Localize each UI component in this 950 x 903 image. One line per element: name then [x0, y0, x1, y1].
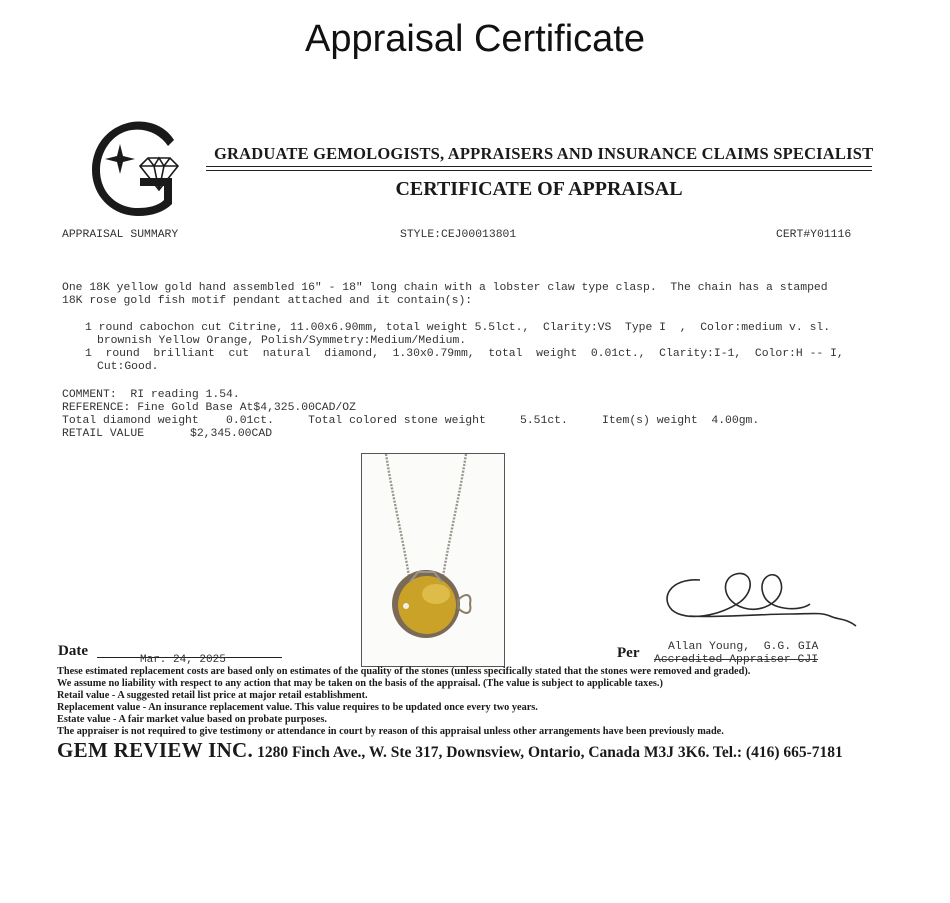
pendant-illustration — [362, 454, 504, 666]
diamond-accent — [403, 603, 409, 609]
date-label: Date — [58, 643, 88, 659]
appraiser-title: Accredited Appraiser CJI — [654, 654, 819, 666]
company-tagline: GRADUATE GEMOLOGISTS, APPRAISERS AND INSURANCE CLAIMS SPECIALIST — [214, 144, 874, 163]
retail-value-label: RETAIL VALUE — [62, 428, 145, 440]
cert-number: CERT#Y01116 — [776, 229, 852, 241]
retail-value-amount: $2,345.00CAD — [190, 428, 273, 440]
description-line-1: One 18K yellow gold hand assembled 16" - 18" long chain with a lobster claw type clasp. The chain has a stamped — [62, 282, 828, 294]
header-rule — [206, 166, 872, 167]
appraiser-signature — [660, 558, 860, 633]
disclaimer-line-4: Replacement value - An insurance replacement value. This value requires to be updated once every two years. — [57, 702, 538, 713]
disclaimer-line-6: The appraiser is not required to give testimony or attendance in court by reason of this appraisal unless other arrangements have been previously made. — [57, 726, 724, 737]
date-value: Mar. 24, 2025 — [140, 654, 226, 666]
style-number: STYLE:CEJ00013801 — [400, 229, 517, 241]
disclaimer-line-1: These estimated replacement costs are based only on estimates of the quality of the stones (unless specifically stated that the stones were removed and graded). — [57, 666, 751, 677]
footer — [57, 738, 843, 763]
logo-sparkle — [105, 144, 135, 174]
comment-line: COMMENT: RI reading 1.54. — [62, 389, 240, 401]
stone-1-line-2: brownish Yellow Orange, Polish/Symmetry:Medium/Medium. — [97, 335, 467, 347]
reference-line: REFERENCE: Fine Gold Base At$4,325.00CAD/OZ — [62, 402, 356, 414]
company-logo — [88, 118, 184, 218]
footer-address: 1280 Finch Ave., W. Ste 317, Downsview, Ontario, Canada M3J 3K6. Tel.: (416) 665-7181 — [257, 744, 843, 761]
certificate-title: CERTIFICATE OF APPRAISAL — [395, 178, 683, 200]
per-label: Per — [617, 645, 640, 661]
chain-left — [386, 454, 410, 582]
stone-2-line-2: Cut:Good. — [97, 361, 159, 373]
pendant-photo — [361, 453, 505, 667]
stone-1-line-1: 1 round cabochon cut Citrine, 11.00x6.90mm, total weight 5.5lct., Clarity:VS Type I , Color:medium v. sl. — [85, 322, 831, 334]
header-rule-thin — [206, 170, 872, 171]
footer-company: GEM REVIEW INC. — [57, 738, 254, 762]
appraiser-name: Allan Young, G.G. GIA — [668, 641, 819, 653]
disclaimer-line-5: Estate value - A fair market value based on probate purposes. — [57, 714, 327, 725]
chain-right — [442, 454, 466, 582]
logo-g-arc — [92, 122, 174, 216]
description-line-2: 18K rose gold fish motif pendant attached and it contain(s): — [62, 295, 473, 307]
disclaimer-line-2: We assume no liability with respect to any action that may be taken on the basis of the appraisal. (The value is subject to applicable taxes.) — [57, 678, 663, 689]
weights-line: Total diamond weight 0.01ct. Total colored stone weight 5.51ct. Item(s) weight 4.00gm. — [62, 415, 760, 427]
stone-2-line-1: 1 round brilliant cut natural diamond, 1.30x0.79mm, total weight 0.01ct., Clarity:I-1, Color:H -- I, — [85, 348, 844, 360]
page-title: Appraisal Certificate — [304, 18, 646, 60]
summary-label: APPRAISAL SUMMARY — [62, 229, 179, 241]
disclaimer-line-3: Retail value - A suggested retail list price at major retail establishment. — [57, 690, 368, 701]
